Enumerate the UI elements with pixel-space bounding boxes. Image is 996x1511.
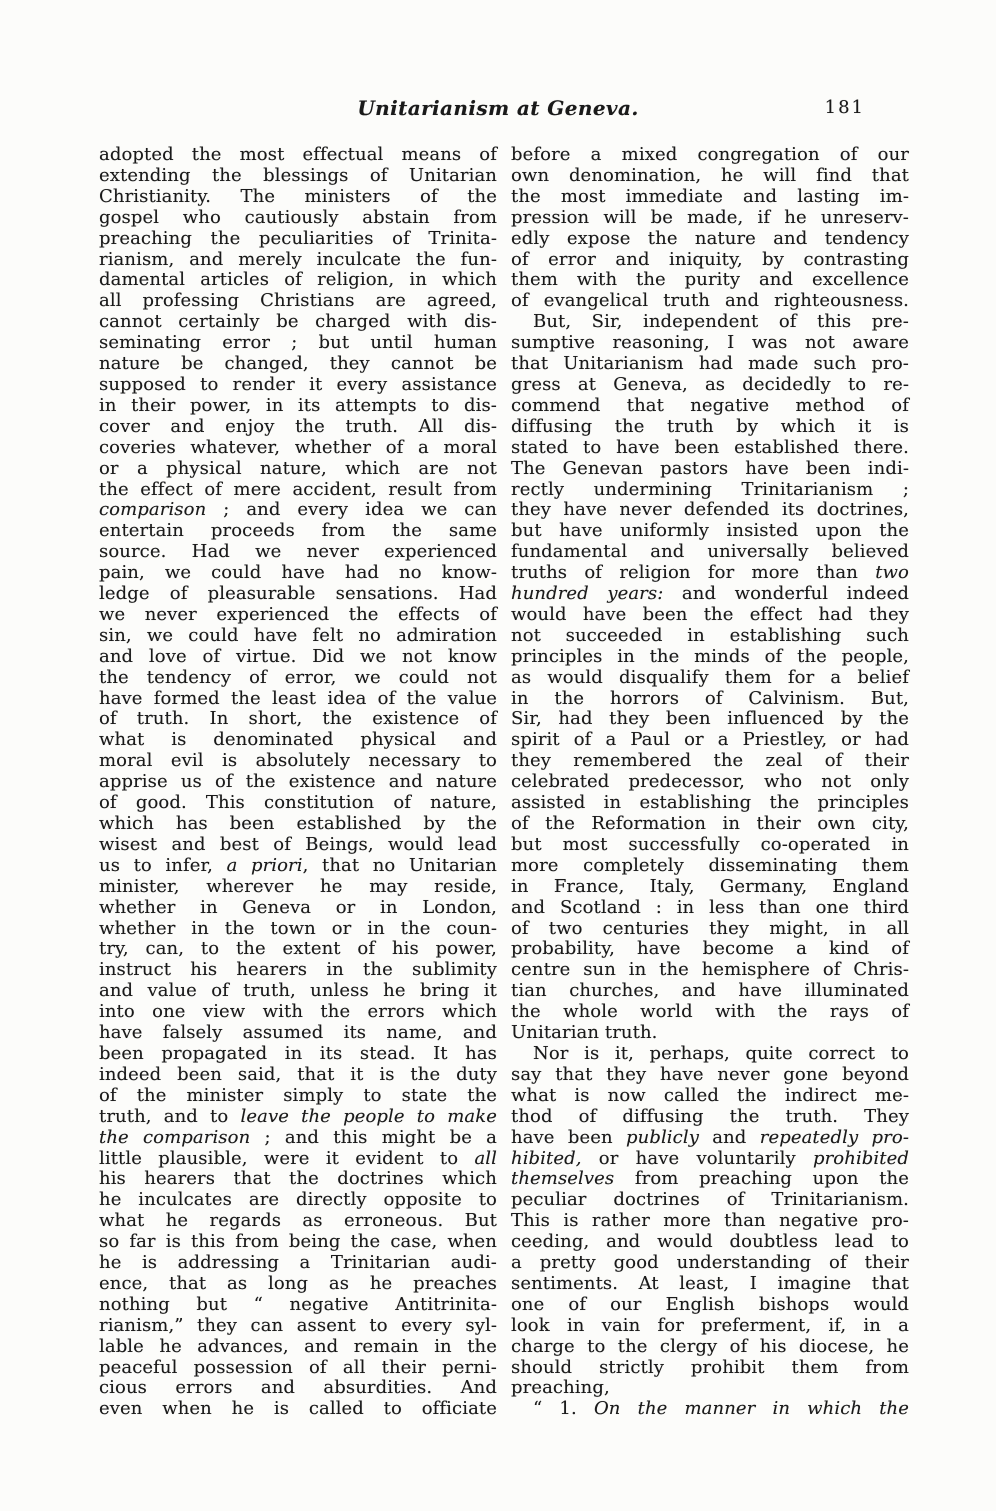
text-line: ledge of pleasurable sensations. Had — [99, 583, 497, 605]
page-number: 181 — [824, 97, 865, 118]
text-line: his hearers that the doctrines which — [99, 1168, 497, 1190]
text-line: of two centuries they might, in all — [511, 917, 909, 939]
text-line: damental articles of religion, in which — [99, 269, 497, 291]
text-line: the tendency of error, we could not — [99, 666, 497, 688]
text-line: commend that negative method of — [511, 394, 909, 416]
text-line: of evangelical truth and righteousness. — [511, 290, 909, 312]
text-line: themselves from preaching upon the — [511, 1168, 909, 1190]
text-line: even when he is called to officiate — [99, 1398, 497, 1420]
text-line: the effect of mere accident, result from — [99, 478, 497, 500]
text-line: and love of virtue. Did we not know — [99, 645, 497, 667]
text-line: what is denominated physical and — [99, 729, 497, 751]
text-line: we never experienced the effects of — [99, 603, 497, 625]
text-line: thod of diffusing the truth. They — [511, 1105, 909, 1127]
text-line: that Unitarianism had made such pro- — [511, 353, 909, 375]
text-line: peaceful possession of all their perni- — [99, 1356, 497, 1378]
text-line: in the horrors of Calvinism. But, — [511, 687, 909, 709]
text-line: so far is this from being the case, when — [99, 1231, 497, 1253]
text-line: edly expose the nature and tendency — [511, 227, 909, 249]
text-line: before a mixed congregation of our — [511, 144, 909, 165]
text-line: assisted in establishing the principles — [511, 792, 909, 814]
text-line: ceeding, and would doubtless lead to — [511, 1231, 909, 1253]
text-line: hundred years: and wonderful indeed — [511, 583, 909, 605]
text-line: charge to the clergy of his diocese, he — [511, 1335, 909, 1357]
text-line: truths of religion for more than two — [511, 562, 909, 584]
text-line: source. Had we never experienced — [99, 541, 497, 563]
text-line: moral evil is absolutely necessary to — [99, 750, 497, 772]
text-line: The Genevan pastors have been indi- — [511, 457, 909, 479]
text-line: pain, we could have had no know- — [99, 562, 497, 584]
text-line: nature be changed, they cannot be — [99, 353, 497, 375]
text-line: us to infer, a priori, that no Unitarian — [99, 854, 497, 876]
text-line: but most successfully co-operated in — [511, 833, 909, 855]
text-line: entertain proceeds from the same — [99, 520, 497, 542]
running-head — [0, 96, 996, 124]
running-head-title: Unitarianism at Geneva. — [357, 96, 639, 120]
text-line: apprise us of the existence and nature — [99, 771, 497, 793]
text-line: instruct his hearers in the sublimity — [99, 959, 497, 981]
text-line: he is addressing a Trinitarian audi- — [99, 1252, 497, 1274]
text-line: gress at Geneva, as decidedly to re- — [511, 373, 909, 395]
text-line: they have never defended its doctrines, — [511, 499, 909, 521]
text-line: and value of truth, unless he bring it — [99, 980, 497, 1002]
text-line: principles in the minds of the people, — [511, 645, 909, 667]
text-line: sentiments. At least, I imagine that — [511, 1272, 909, 1294]
text-line: Nor is it, perhaps, quite correct to — [533, 1042, 909, 1064]
text-line: the most immediate and lasting im- — [511, 185, 909, 207]
text-line: whether in Geneva or in London, — [99, 896, 497, 918]
text-line: tian churches, and have illuminated — [511, 980, 909, 1002]
text-line: which has been established by the — [99, 813, 497, 834]
text-line: of good. This constitution of nature, — [99, 792, 497, 814]
text-line: have been publicly and repeatedly pro- — [511, 1126, 910, 1148]
text-line: rianism, and merely inculcate the fun- — [99, 248, 497, 270]
text-line: but have uniformly insisted upon the — [511, 520, 909, 542]
text-line: been propagated in its stead. It has — [99, 1042, 497, 1064]
text-line: “ 1. On the manner in which the — [533, 1398, 909, 1420]
text-line: or a physical nature, which are not — [99, 457, 497, 479]
text-line: and Scotland : in less than one third — [511, 896, 909, 918]
text-line: centre sun in the hemisphere of Chris- — [511, 959, 909, 981]
text-line: Unitarian truth. — [511, 1022, 658, 1044]
text-line: truth, and to leave the people to make — [99, 1105, 497, 1127]
text-line: rectly undermining Trinitarianism ; — [511, 478, 909, 500]
left-column — [99, 145, 497, 1420]
text-line: look in vain for preferment, if, in a — [511, 1314, 909, 1336]
text-line: celebrated predecessor, who not only — [511, 771, 909, 793]
text-line: ence, that as long as he preaches — [99, 1272, 497, 1294]
text-line: gospel who cautiously abstain from — [99, 206, 497, 228]
text-line: he inculcates are directly opposite to — [99, 1189, 497, 1211]
text-line: in France, Italy, Germany, England — [511, 875, 909, 897]
text-line: preaching, — [511, 1377, 610, 1399]
text-line: into one view with the errors which — [99, 1001, 497, 1023]
text-line: more completely disseminating them — [511, 854, 909, 876]
text-line: coveries whatever, whether of a moral — [99, 436, 497, 458]
text-line: them with the purity and excellence — [511, 269, 909, 291]
text-line: should strictly prohibit them from — [511, 1356, 909, 1378]
text-line: spirit of a Paul or a Priestley, or had — [511, 729, 909, 751]
text-line: own denomination, he will find that — [511, 164, 909, 186]
text-line: try, can, to the extent of his power, — [99, 938, 497, 960]
text-line: they remembered the zeal of their — [511, 750, 909, 772]
text-line: of the minister simply to state the — [99, 1084, 497, 1106]
text-line: extending the blessings of Unitarian — [99, 164, 497, 186]
text-line: what he regards as erroneous. But — [99, 1210, 497, 1232]
text-line: would have been the effect had they — [511, 603, 909, 625]
text-line: seminating error ; but until human — [99, 332, 497, 354]
text-line: probability, have become a kind of — [511, 938, 909, 960]
text-line: cover and enjoy the truth. All dis- — [99, 415, 497, 437]
text-line: of truth. In short, the existence of — [99, 708, 497, 730]
text-line: have falsely assumed its name, and — [99, 1022, 497, 1044]
text-line: have formed the least idea of the value — [99, 687, 497, 709]
text-line: sumptive reasoning, I was not aware — [511, 332, 909, 354]
text-line: supposed to render it every assistance — [99, 373, 497, 395]
text-line: lable he advances, and remain in the — [99, 1335, 497, 1357]
text-line: all professing Christians are agreed, — [99, 290, 497, 312]
text-line: wisest and best of Beings, would lead — [99, 833, 497, 855]
text-line: a pretty good understanding of their — [511, 1252, 909, 1274]
text-line: what is now called the indirect me- — [511, 1084, 909, 1106]
text-line: as would disqualify them for a belief — [511, 666, 909, 688]
text-line: Christianity. The ministers of the — [99, 185, 497, 207]
text-line: in their power, in its attempts to dis- — [99, 394, 497, 416]
text-line: little plausible, were it evident to all — [99, 1147, 497, 1169]
text-line: cannot certainly be charged with dis- — [99, 311, 497, 333]
text-line: whether in the town or in the coun- — [99, 917, 497, 939]
text-line: stated to have been established there. — [511, 436, 909, 458]
text-line: fundamental and universally believed — [511, 541, 909, 563]
text-line: the whole world with the rays of — [511, 1001, 909, 1023]
text-line: rianism,” they can assent to every syl- — [99, 1314, 497, 1336]
text-line: adopted the most effectual means of — [99, 144, 497, 165]
text-line: This is rather more than negative pro- — [511, 1210, 909, 1232]
text-line: cious errors and absurdities. And — [99, 1377, 497, 1399]
text-line: say that they have never gone beyond — [511, 1063, 909, 1085]
text-line: Sir, had they been influenced by the — [511, 708, 909, 730]
text-line: sin, we could have felt no admiration — [99, 624, 497, 646]
text-line: one of our English bishops would — [511, 1293, 909, 1315]
text-line: not succeeded in establishing such — [511, 624, 909, 646]
text-line: of the Reformation in their own city, — [511, 813, 909, 834]
text-line: preaching the peculiarities of Trinita- — [99, 227, 497, 249]
text-line: nothing but “ negative Antitrinita- — [99, 1293, 497, 1315]
text-line: indeed been said, that it is the duty — [99, 1063, 497, 1085]
text-line: pression will be made, if he unreserv- — [511, 206, 909, 228]
text-line: peculiar doctrines of Trinitarianism. — [511, 1189, 909, 1211]
text-line: the comparison ; and this might be a — [99, 1126, 498, 1148]
right-column — [511, 145, 909, 1420]
text-line: minister, wherever he may reside, — [99, 875, 497, 897]
text-line: comparison ; and every idea we can — [99, 499, 497, 521]
text-line: hibited, or have voluntarily prohibited — [511, 1147, 909, 1169]
text-line: diffusing the truth by which it is — [511, 415, 909, 437]
text-line: But, Sir, independent of this pre- — [533, 311, 909, 333]
text-line: of error and iniquity, by contrasting — [511, 248, 909, 270]
